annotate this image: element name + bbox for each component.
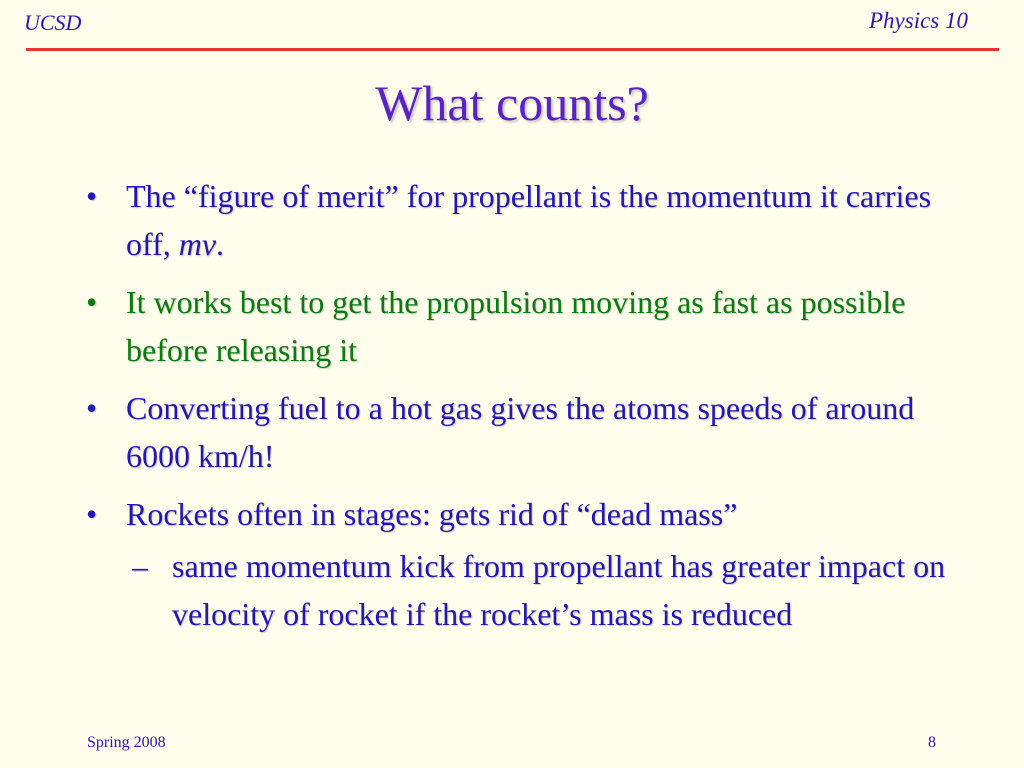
bullet-item bbox=[86, 278, 946, 374]
bullet-text: Rockets often in stages: gets rid of “dead mass” bbox=[126, 496, 738, 532]
bullet-item bbox=[86, 384, 946, 480]
bullet-list bbox=[86, 172, 946, 648]
bullet-italic-term: mv bbox=[178, 226, 217, 262]
bullet-marker: • bbox=[86, 284, 98, 320]
bullet-marker: • bbox=[86, 390, 98, 426]
bullet-item bbox=[86, 172, 946, 268]
bullet-end: . bbox=[216, 226, 225, 262]
sub-bullet-item bbox=[132, 542, 946, 638]
bullet-text: It works best to get the propulsion moving as fast as possible before releasing it bbox=[126, 284, 906, 368]
page-number: 8 bbox=[928, 734, 936, 751]
bullet-marker: • bbox=[86, 496, 98, 532]
bullet-text: The “figure of merit” for propellant is the momentum it carries off, bbox=[126, 178, 932, 262]
footer-date: Spring 2008 bbox=[87, 734, 166, 751]
bullet-text: Converting fuel to a hot gas gives the atoms speeds of around 6000 km/h! bbox=[126, 390, 915, 474]
bullet-item bbox=[86, 490, 946, 538]
header-course-label: UCSD bbox=[24, 10, 82, 35]
sub-bullet-marker: – bbox=[132, 548, 148, 584]
slide-title: What counts? bbox=[375, 75, 649, 131]
header-divider bbox=[26, 48, 999, 51]
sub-bullet-text: same momentum kick from propellant has greater impact on velocity of rocket if the rocket’s mass is reduced bbox=[172, 548, 946, 632]
bullet-marker: • bbox=[86, 178, 98, 214]
header-class-label: Physics 10 bbox=[868, 8, 968, 33]
